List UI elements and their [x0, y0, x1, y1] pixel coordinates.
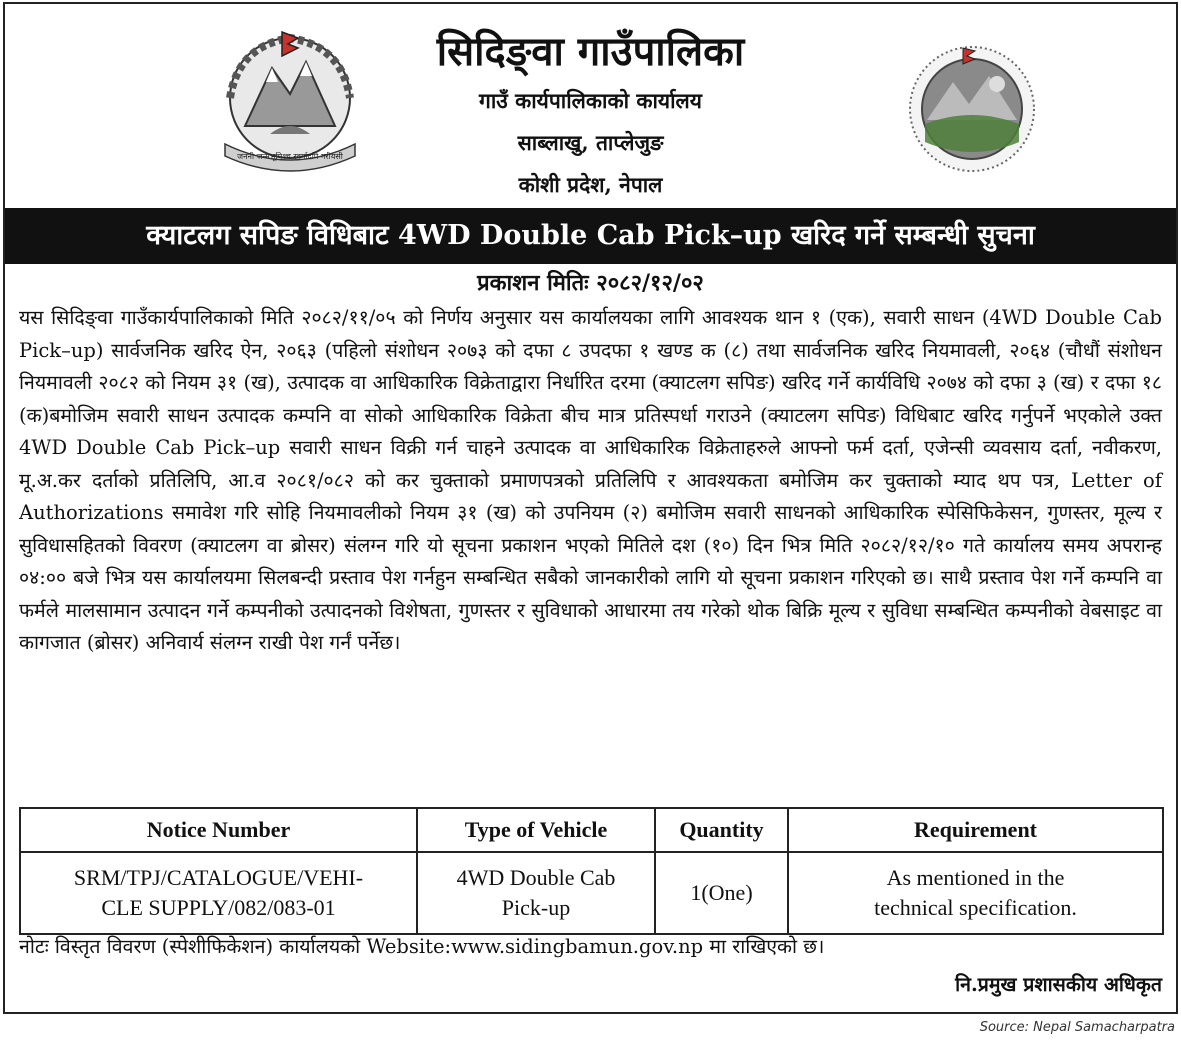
org-name: सिदिङ्वा गाउँपालिका [436, 28, 745, 75]
header-notice-number: Notice Number [20, 808, 417, 852]
location: साब्लाखु, ताप्लेजुङ [517, 130, 664, 155]
municipality-logo-icon [905, 42, 1040, 177]
cell-vehicle-type [417, 852, 655, 934]
office-name: गाउँ कार्यपालिकाको कार्यालय [479, 88, 702, 113]
cell-requirement [788, 852, 1163, 934]
province: कोशी प्रदेश, नेपाल [518, 172, 663, 197]
header-quantity: Quantity [655, 808, 788, 852]
notice-document [3, 2, 1178, 1014]
table-header-row [20, 808, 1163, 852]
header-requirement: Requirement [788, 808, 1163, 852]
header-type-of-vehicle: Type of Vehicle [417, 808, 655, 852]
requirement-line-1: As mentioned in the [886, 865, 1065, 890]
svg-text:जननी जन्मभूमिश्च स्वर्गादपि गर: जननी जन्मभूमिश्च स्वर्गादपि गरीयसी [237, 152, 343, 161]
footer-note: नोटः विस्तृत विवरण (स्पेशीफिकेशन) कार्यालयको Website:www.sidingbamun.gov.np मा राखिएको छ। [19, 935, 825, 958]
notice-header [5, 4, 1176, 202]
requirement-line-2: technical specification. [874, 895, 1077, 920]
vehicle-line-2: Pick-up [501, 895, 571, 920]
cell-quantity: 1(One) [655, 852, 788, 934]
vehicle-table [19, 807, 1164, 935]
notice-title: क्याटलग सपिङ विधिबाट 4WD Double Cab Pick–up खरिद गर्ने सम्बन्धी सुचना [5, 208, 1176, 264]
table-row [20, 852, 1163, 934]
vehicle-line-1: 4WD Double Cab [456, 865, 616, 890]
source-credit: Source: Nepal Samacharpatra [979, 1020, 1175, 1035]
notice-body: यस सिदिङ्वा गाउँकार्यपालिकाको मिति २०८२/११/०५ को निर्णय अनुसार यस कार्यालयका लागि आवश्यक थान १ (एक), सवारी साधन (4WD Double Cab Pick–up) सार्वजनिक खरिद ऐन, २०६३ (पहिलो संशोधन २०७३ को दफा ८ उपदफा १ खण्ड क (८) तथा सार्वजनिक खरिद नियमावली, २०६४ (चौधौं संशोधन नियमावली २०८२ को नियम ३१ (ख), उत्पादक वा आधिकारिक विक्रेताद्वारा निर्धारित दरमा (क्याटलग सपिङ) खरिद गर्ने कार्यविधि २०७४ को दफा ३ (ख) र दफा १८ (क)बमोजिम सवारी साधन उत्पादक कम्पनि वा सोको आधिकारिक विक्रेता बीच मात्र प्रतिस्पर्धा गराउने (क्याटलग सपिङ) विधिबाट खरिद गर्नुपर्ने भएकोले उक्त 4WD Double Cab Pick–up सवारी साधन विक्री गर्न चाहने उत्पादक वा आधिकारिक विक्रेताहरुले आफ्नो फर्म दर्ता, एजेन्सी व्यवसाय दर्ता, नवीकरण, मू.अ.कर दर्ताको प्रतिलिपि, आ.व २०८१/०८२ को कर चुक्ताको प्रमाणपत्रको प्रतिलिपि र आवश्यकता बमोजिम कर चुक्ताको म्याद थप पत्र, Letter of Authorizations समावेश गरि सोहि नियमावलीको नियम ३१ (ख) को उपनियम (२) बमोजिम सवारी साधनको आधिकारिक स्पेसिफिकेसन, गुणस्तर, मूल्य र सुविधासहितको विवरण (क्याटलग वा ब्रोसर) संलग्न गरि यो सूचना प्रकाशन भएको मितिले दश (१०) दिन भित्र मिति २०८२/१२/१० गते कार्यालय समय अपरान्ह ०४:०० बजे भित्र यस कार्यालयमा सिलबन्दी प्रस्ताव पेश गर्नहुन सम्बन्धित सबैको जानकारीको लागि यो सूचना प्रकाशन गरिएको छ। साथै प्रस्ताव पेश गर्ने कम्पनि वा फर्मले मालसामान उत्पादन गर्ने कम्पनीको उत्पादनको विशेषता, गुणस्तर र सुविधाको आधारमा तय गरेको थोक बिक्रि मूल्य र सुविधा सम्बन्धित कम्पनीको वेबसाइट वा कागजात (ब्रोसर) अनिवार्य संलग्न राखी पेश गर्नं पर्नेछ। [19, 306, 1162, 654]
signatory: नि.प्रमुख प्रशासकीय अधिकृत [955, 973, 1162, 996]
cell-notice-number [20, 852, 417, 934]
notice-number-line-2: CLE SUPPLY/082/083-01 [101, 895, 336, 920]
notice-number-line-1: SRM/TPJ/CATALOGUE/VEHI- [73, 865, 364, 890]
publication-date: प्रकाशन मितिः २०८२/१२/०२ [477, 270, 704, 296]
